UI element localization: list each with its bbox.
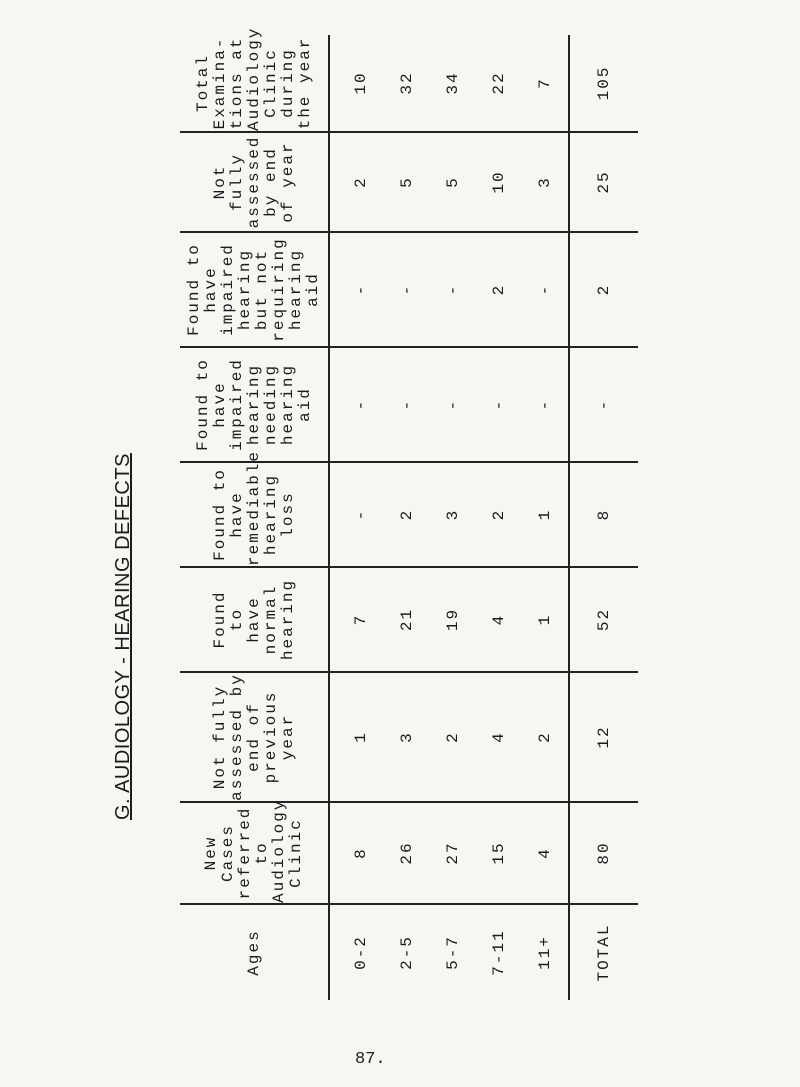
table-cell: 0-2 — [329, 904, 384, 1000]
table-cell: 1 — [522, 567, 569, 672]
table-cell: 2 — [430, 672, 476, 802]
table-cell: - — [329, 347, 384, 462]
table-cell: 3 — [430, 462, 476, 567]
table-row — [430, 35, 476, 1000]
table-cell: - — [522, 347, 569, 462]
page-number: 87. — [355, 1050, 386, 1069]
column-header-new-cases: New Cases referred to Audiology Clinic — [180, 802, 329, 904]
table-cell: 32 — [398, 71, 416, 95]
column-header-needing-aid: Found to have impaired hearing needing hearing aid — [180, 347, 329, 462]
rotated-page-content — [112, 26, 613, 1000]
column-header-not-requiring-aid: Found to have impaired hearing but not requiring hearing aid — [180, 232, 329, 347]
table-row — [329, 35, 384, 1000]
column-header-normal-hearing: Found to have normal hearing — [180, 567, 329, 672]
table-cell: 15 — [476, 802, 522, 904]
section-title: G. AUDIOLOGY - HEARING DEFECTS — [112, 453, 134, 820]
table-cell: 2 — [329, 132, 384, 232]
total-cell: 12 — [569, 672, 638, 802]
table-cell: 27 — [430, 802, 476, 904]
header-row — [180, 35, 329, 1000]
table-cell: 2 — [476, 232, 522, 347]
table-cell: 3 — [384, 672, 430, 802]
hearing-defects-table — [180, 26, 638, 1000]
table-row — [476, 35, 522, 1000]
total-cell: 52 — [569, 567, 638, 672]
total-row — [569, 35, 638, 1000]
table-cell: - — [384, 232, 430, 347]
table-cell: 8 — [329, 802, 384, 904]
table-cell: 5 — [384, 132, 430, 232]
table-cell: - — [329, 232, 384, 347]
table-cell: - — [522, 232, 569, 347]
table-cell: 19 — [430, 567, 476, 672]
table-cell: 7 — [536, 77, 554, 89]
table-cell: - — [384, 347, 430, 462]
total-cell: 8 — [569, 462, 638, 567]
column-header-not-assessed-end: Not fully assessed by end of year — [180, 132, 329, 232]
column-header-total-examinations: Total Examina- tions at Audiology Clinic during the year — [180, 35, 329, 132]
total-cell: 2 — [569, 232, 638, 347]
table-cell: 26 — [384, 802, 430, 904]
table-cell: 2 — [384, 462, 430, 567]
table-cell: 7-11 — [476, 904, 522, 1000]
table-cell: 3 — [522, 132, 569, 232]
table-cell: 1 — [329, 672, 384, 802]
total-cell: - — [569, 347, 638, 462]
table-cell: 10 — [476, 132, 522, 232]
table-row — [384, 35, 430, 1000]
table-row — [522, 35, 569, 1000]
table-cell: 4 — [476, 567, 522, 672]
table-cell: - — [430, 232, 476, 347]
table-cell: 5-7 — [430, 904, 476, 1000]
table-cell: 7 — [329, 567, 384, 672]
table-cell: - — [430, 347, 476, 462]
table-cell: 21 — [384, 567, 430, 672]
column-header-ages: Ages — [180, 904, 329, 1000]
table-cell: 2-5 — [384, 904, 430, 1000]
table-cell: 1 — [522, 462, 569, 567]
table-cell: 2 — [522, 672, 569, 802]
table-cell: - — [329, 462, 384, 567]
total-cell: 105 — [569, 35, 638, 132]
table-cell: 34 — [444, 71, 462, 95]
table-cell: 11+ — [522, 904, 569, 1000]
table-cell: 4 — [476, 672, 522, 802]
table-cell: 22 — [490, 71, 508, 95]
total-cell: 80 — [569, 802, 638, 904]
total-label: TOTAL — [569, 904, 638, 1000]
table-cell: 10 — [352, 71, 370, 95]
table-cell: 5 — [430, 132, 476, 232]
table-cell: 2 — [476, 462, 522, 567]
column-header-not-assessed-prev: Not fully assessed by end of previous year — [180, 672, 329, 802]
total-cell: 25 — [569, 132, 638, 232]
table-cell: - — [476, 347, 522, 462]
table-cell: 4 — [522, 802, 569, 904]
column-header-remediable-loss: Found to have remediable hearing loss — [180, 462, 329, 567]
